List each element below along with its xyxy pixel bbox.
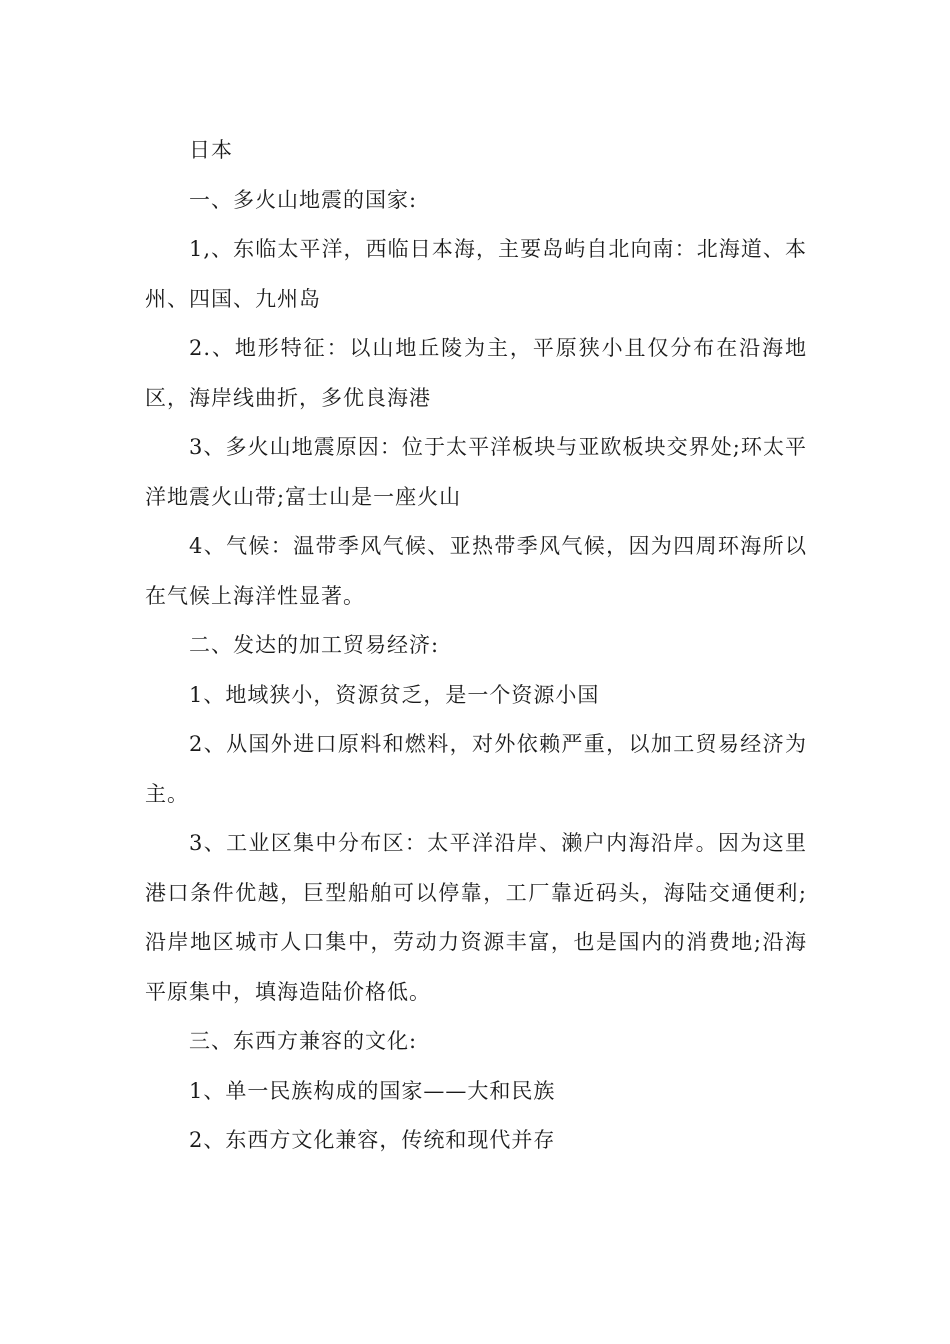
- paragraph-1-3: 3、多火山地震原因：位于太平洋板块与亚欧板块交界处;环太平洋地震火山带;富士山是一座火山: [145, 435, 807, 509]
- paragraph-1-4: 4、气候：温带季风气候、亚热带季风气候，因为四周环海所以在气候上海洋性显著。: [145, 534, 807, 608]
- section-heading-1: 一、多火山地震的国家:: [189, 187, 418, 212]
- section-heading-3: 三、东西方兼容的文化:: [189, 1029, 418, 1053]
- paragraph-2-1: 1、地域狭小，资源贫乏，是一个资源小国: [189, 682, 600, 707]
- paragraph-1-1: 1,、东临太平洋，西临日本海，主要岛屿自北向南：北海道、本州、四国、九州岛: [145, 237, 807, 311]
- paragraph-1-2: 2.、地形特征：以山地丘陵为主，平原狭小且仅分布在沿海地区，海岸线曲折，多优良海港: [145, 336, 807, 410]
- section-heading-2: 二、发达的加工贸易经济:: [189, 633, 440, 657]
- paragraph-3-2: 2、东西方文化兼容，传统和现代并存: [189, 1128, 556, 1152]
- document-title: 日本: [189, 138, 233, 162]
- document-page: [145, 126, 807, 1166]
- paragraph-3-1: 1、单一民族构成的国家——大和民族: [189, 1078, 556, 1103]
- paragraph-2-3: 3、工业区集中分布区：太平洋沿岸、濑户内海沿岸。因为这里港口条件优越，巨型船舶可以停靠，工厂靠近码头，海陆交通便利;沿岸地区城市人口集中，劳动力资源丰富，也是国内的消费地;沿海平原集中，填海造陆价格低。: [145, 831, 807, 1004]
- paragraph-2-2: 2、从国外进口原料和燃料，对外依赖严重，以加工贸易经济为主。: [145, 732, 807, 806]
